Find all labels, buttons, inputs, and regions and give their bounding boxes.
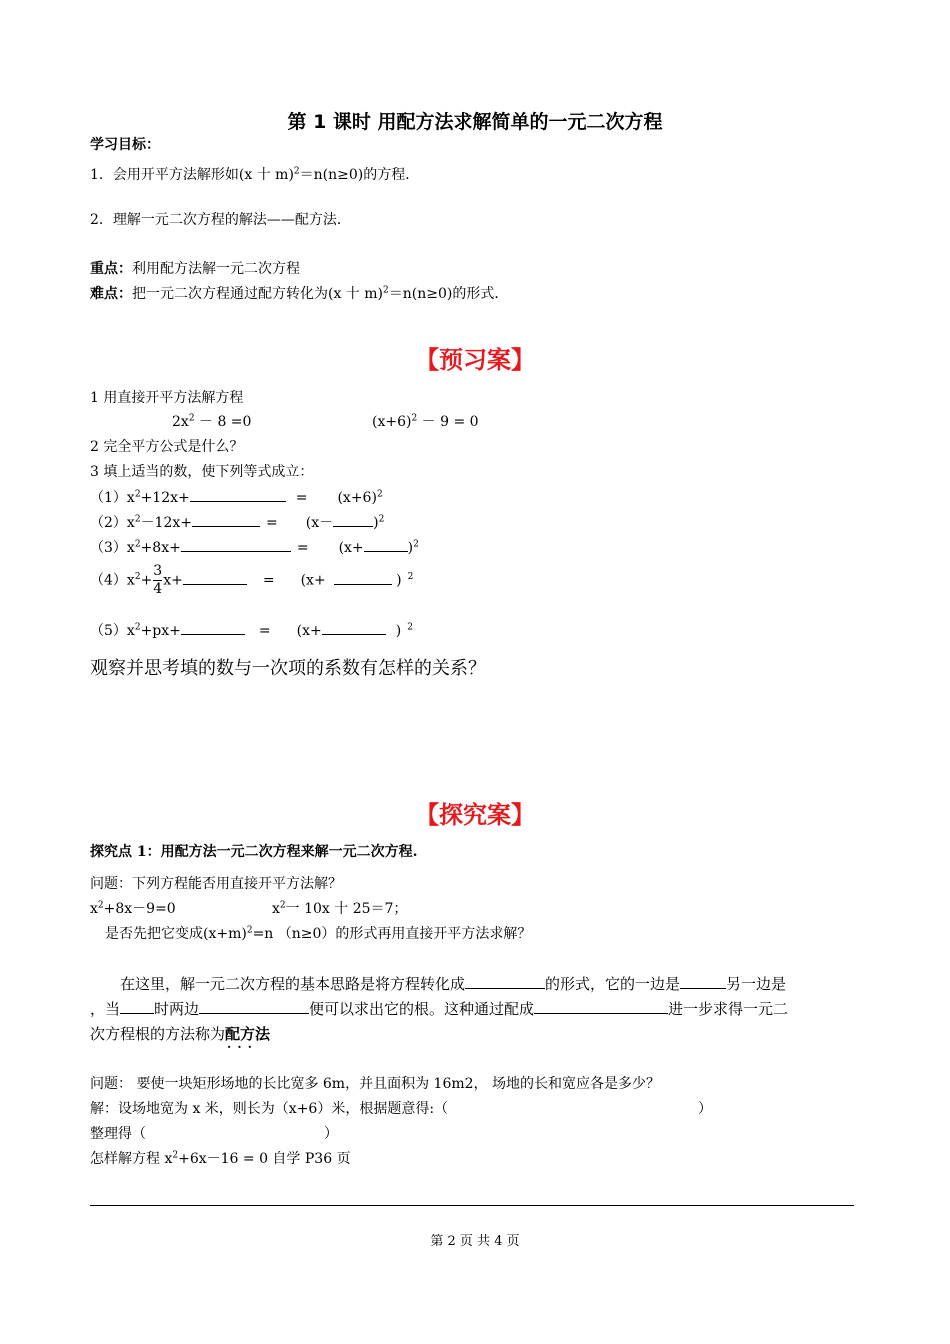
area-problem: 问题： 要使一块矩形场地的长比宽多 6m，并且面积为 16m2， 场地的长和宽应各是多少？ xyxy=(90,1076,660,1092)
objectives-heading: 学习目标： xyxy=(90,137,160,153)
fill-blank[interactable] xyxy=(192,512,260,527)
explore-heading: 【探究案】 xyxy=(415,801,535,829)
fill-blank[interactable] xyxy=(190,487,286,502)
fill-item-1: $(1)x^2+12x+ = (x+6)^2$ xyxy=(90,487,383,508)
key-point: 重点：利用配方法解一元二次方程 xyxy=(90,261,300,277)
equation-a: $x^2+8x-9=0$ xyxy=(90,900,176,917)
explore-point-1: 探究点 1：用配方法一元二次方程来解一元二次方程. xyxy=(90,844,418,860)
fill-item-3: $(3)x^2+8x+ = (x+ )^2$ xyxy=(90,537,419,558)
equation-b: $x^2$一 10x 十 25＝7； xyxy=(272,900,408,917)
explore-question: 问题：下列方程能否用直接开平方法解？ xyxy=(90,876,342,892)
fill-blank[interactable] xyxy=(183,570,247,585)
method-term: 配方法 · · · xyxy=(225,1022,270,1047)
howto-line: 怎样解方程 $x^2+6x-16 = 0$ 自学 P36 页 xyxy=(90,1150,351,1167)
preview-question-2: 2 完全平方公式是什么？ xyxy=(90,439,244,455)
solution-line: 解：设场地宽为 x 米，则长为（x+6）米，根据题意得:（ ） xyxy=(90,1101,713,1117)
fill-item-5: $(5)x^2+px+ = (x+$ ) $^2$ xyxy=(90,620,413,641)
objective-2: 2．理解一元二次方程的解法——配方法． xyxy=(90,212,351,228)
page-number: 第 2 页 共 4 页 xyxy=(430,1234,520,1249)
observe-question: 观察并思考填的数与一次项的系数有怎样的关系？ xyxy=(90,658,486,679)
fill-blank[interactable] xyxy=(120,999,154,1014)
equation-2: $(x+6)^2 - 9 = 0$ xyxy=(372,413,479,430)
fill-item-4: $(4)x^2+$ $\frac{3}{4}$ x+ = (x+ ) $^2$ xyxy=(90,563,414,597)
fill-blank[interactable] xyxy=(181,537,291,552)
fill-blank[interactable] xyxy=(465,974,545,989)
arrange-line: 整理得（ ） xyxy=(90,1126,338,1142)
fill-blank[interactable] xyxy=(199,999,309,1014)
fill-blank[interactable] xyxy=(181,620,245,635)
fill-item-2: $(2)x^2-12x+ = (x- )^2$ xyxy=(90,512,384,533)
method-paragraph: 在这里，解一元二次方程的基本思路是将方程转化成 的形式，它的一边是 另一边是 ，当 时两边 便可以求出它的根。这种通过配成 进一步求得一元二 次方程根的方法称为配方法 · · · xyxy=(90,972,862,1047)
objective-1: 1．会用开平方法解形如(x 十 m)$^2$＝n(n≥0)的方程． xyxy=(90,166,420,183)
preview-heading: 【预习案】 xyxy=(415,346,535,374)
fraction-three-quarters: $\frac{3}{4}$ xyxy=(153,563,163,597)
fill-blank[interactable] xyxy=(333,512,373,527)
fill-blank[interactable] xyxy=(364,537,408,552)
footer-divider xyxy=(90,1205,854,1206)
equation-1: $2x^2 - 8 =0$ xyxy=(172,413,252,430)
fill-blank[interactable] xyxy=(534,999,668,1014)
fill-blank[interactable] xyxy=(322,620,386,635)
preview-question-3: 3 填上适当的数，使下列等式成立： xyxy=(90,464,314,480)
fill-blank[interactable] xyxy=(680,974,726,989)
lesson-title: 第 1 课时 用配方法求解简单的一元二次方程 xyxy=(287,111,663,133)
explore-ask: 是否先把它变成$(x+m)^2=n$ （n≥0）的形式再用直接开平方法求解？ xyxy=(105,925,532,942)
preview-question-1: 1 用直接开平方法解方程 xyxy=(90,390,244,406)
difficult-point: 难点：把一元二次方程通过配方转化为(x 十 m)$^2$＝n(n≥0)的形式． xyxy=(90,285,509,302)
fill-blank[interactable] xyxy=(334,570,392,585)
